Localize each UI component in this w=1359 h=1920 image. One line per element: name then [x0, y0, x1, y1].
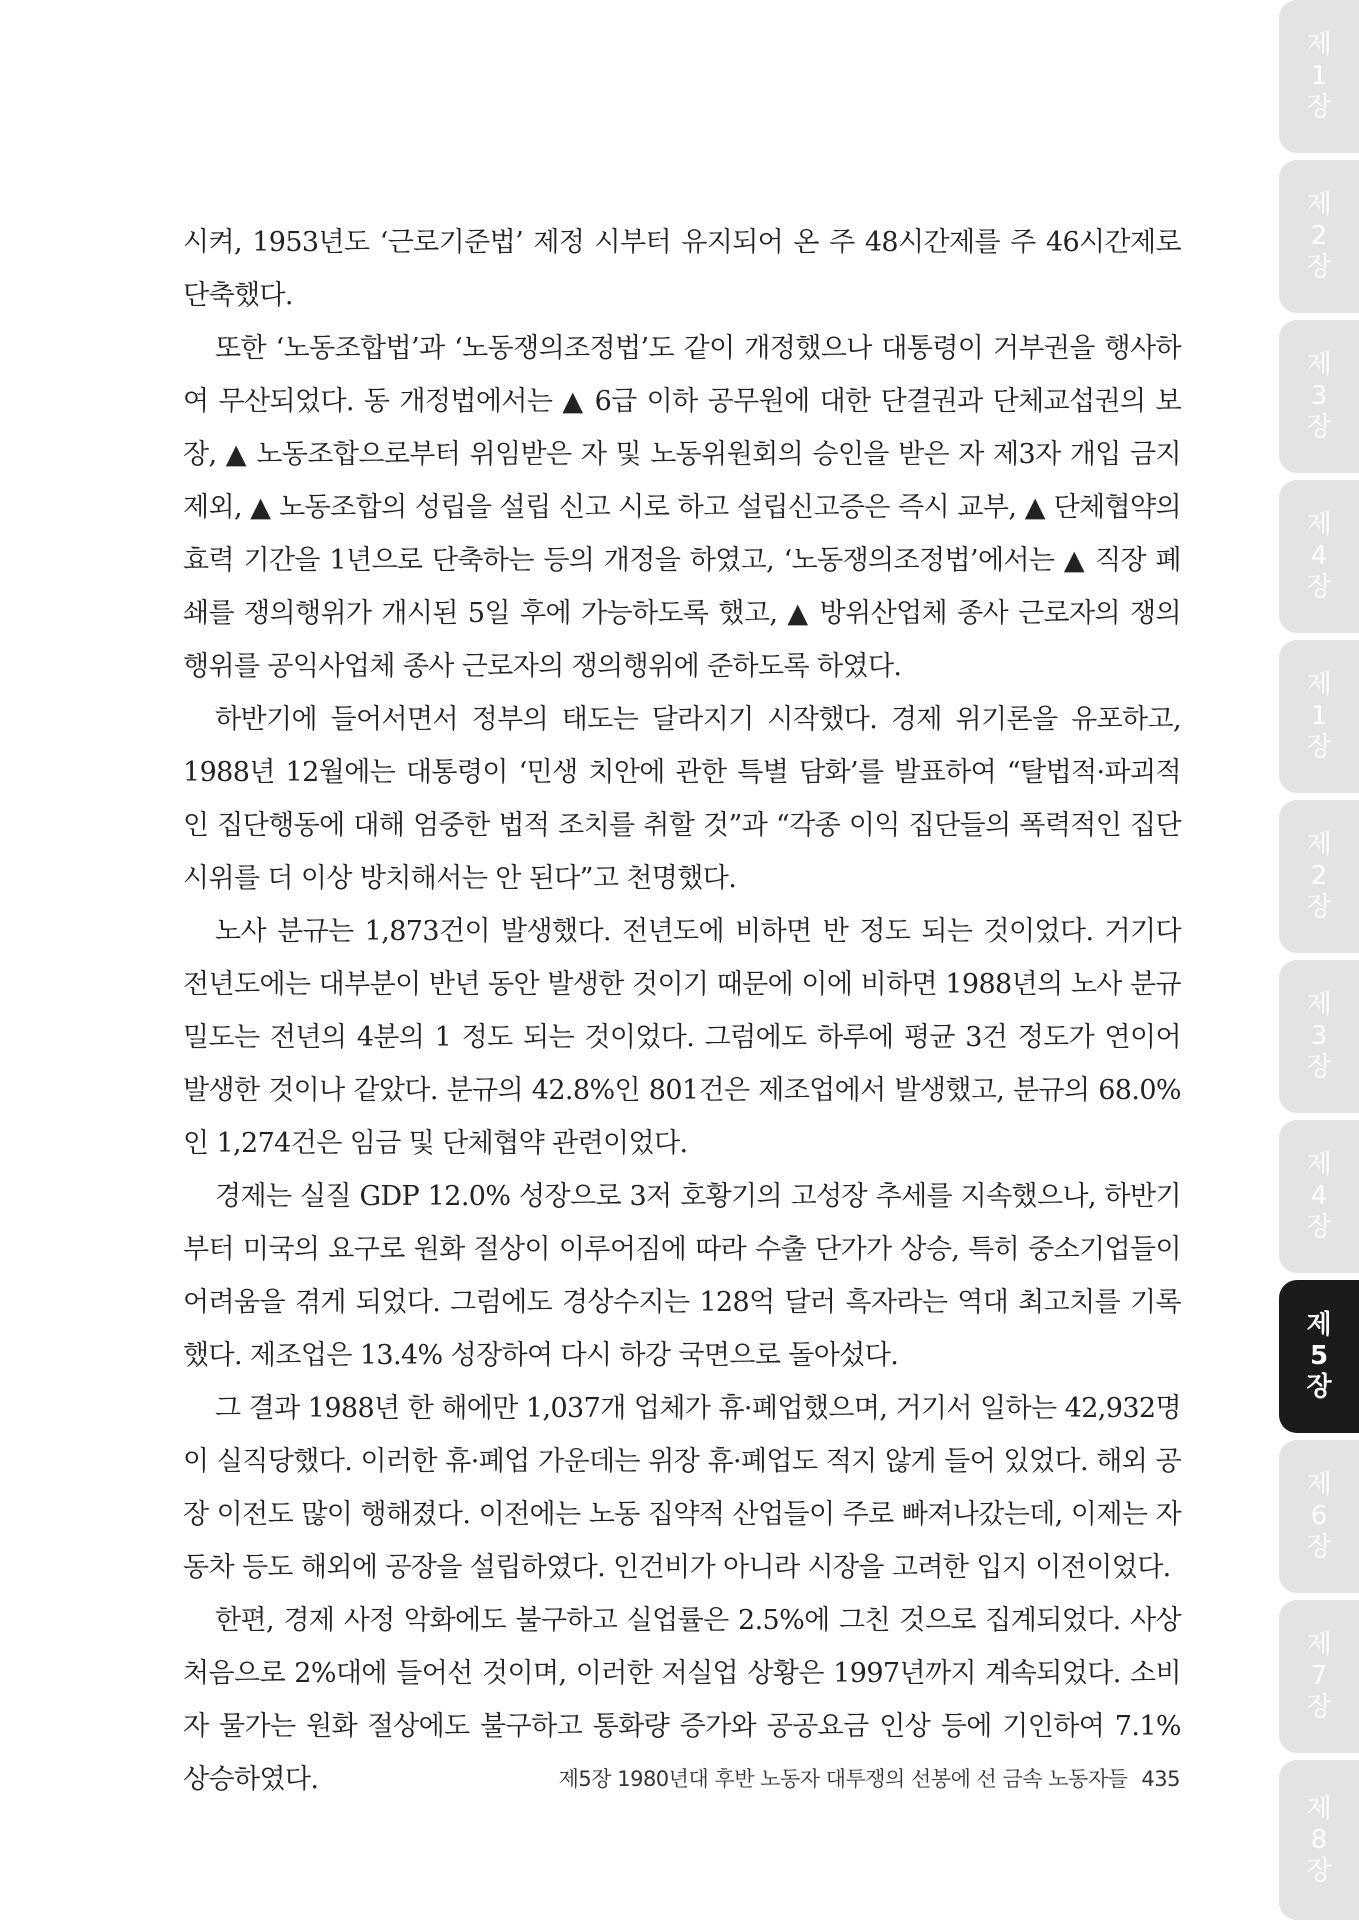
- chapter-tab-char: 장: [1306, 1212, 1332, 1242]
- chapter-tab-char: 장: [1306, 1692, 1332, 1722]
- chapter-tab-char: 장: [1306, 892, 1332, 922]
- chapter-tab-char: 제: [1306, 1310, 1332, 1340]
- chapter-tab-6[interactable]: [1279, 800, 1359, 953]
- chapter-tab-char: 장: [1306, 572, 1332, 602]
- chapter-tab-char: 장: [1306, 92, 1332, 122]
- chapter-tab-2[interactable]: [1279, 160, 1359, 313]
- chapter-tab-active[interactable]: [1279, 1280, 1359, 1433]
- chapter-tab-strip: [1279, 0, 1359, 1920]
- chapter-tab-7[interactable]: [1279, 960, 1359, 1113]
- chapter-tab-number: 3: [1310, 1021, 1328, 1051]
- chapter-tab-char: 장: [1306, 252, 1332, 282]
- chapter-tab-number: 8: [1310, 1824, 1328, 1855]
- chapter-tab-char: 제: [1306, 1630, 1332, 1660]
- chapter-tab-char: 제: [1306, 190, 1332, 220]
- paragraph-6: 그 결과 1988년 한 해에만 1,037개 업체가 휴·폐업했으며, 거기서 일하는 42,932명이 실직당했다. 이러한 휴·폐업 가운데는 위장 휴·폐업도 적지 않게 들어 있었다. 해외 공장 이전도 많이 행해졌다. 이전에는 노동 집약적 산업들이 주로 빠져나갔는데, 이제는 자동차 등도 해외에 공장을 설립하였다. 인건비가 아니라 시장을 고려한 입지 이전이었다.: [183, 1393, 1181, 1583]
- running-title: 제5장 1980년대 후반 노동자 대투쟁의 선봉에 선 금속 노동자들: [558, 1767, 1128, 1791]
- chapter-tab-number: 6: [1310, 1501, 1328, 1531]
- chapter-tab-char: 장: [1306, 412, 1332, 442]
- chapter-tab-number: 4: [1310, 541, 1328, 571]
- chapter-tab-8[interactable]: [1279, 1120, 1359, 1273]
- chapter-tab-char: 제: [1306, 670, 1332, 700]
- body-text: [183, 216, 1181, 1806]
- chapter-tab-char: 장: [1306, 1855, 1332, 1886]
- chapter-tab-5[interactable]: [1279, 640, 1359, 793]
- chapter-tab-char: 장: [1306, 1532, 1332, 1562]
- paragraph-7: 한편, 경제 사정 악화에도 불구하고 실업률은 2.5%에 그친 것으로 집계되었다. 사상 처음으로 2%대에 들어선 것이며, 이러한 저실업 상황은 1997년까지 계속되었다. 소비자 물가는 원화 절상에도 불구하고 통화량 증가와 공공요금 인상 등에 기인하여 7.1% 상승하였다.: [183, 1605, 1181, 1795]
- chapter-tab-12[interactable]: [1279, 1760, 1359, 1920]
- chapter-tab-char: 장: [1306, 732, 1332, 762]
- chapter-tab-char: 제: [1306, 990, 1332, 1020]
- chapter-tab-number: 4: [1310, 1181, 1328, 1211]
- chapter-tab-4[interactable]: [1279, 480, 1359, 633]
- chapter-tab-11[interactable]: [1279, 1600, 1359, 1753]
- chapter-tab-char: 장: [1306, 1372, 1332, 1402]
- chapter-tab-number: 2: [1310, 861, 1328, 891]
- paragraph-4: 노사 분규는 1,873건이 발생했다. 전년도에 비하면 반 정도 되는 것이었다. 거기다 전년도에는 대부분이 반년 동안 발생한 것이기 때문에 이에 비하면 1988년의 노사 분규 밀도는 전년의 4분의 1 정도 되는 것이었다. 그럼에도 하루에 평균 3건 정도가 연이어 발생한 것이나 같았다. 분규의 42.8%인 801건은 제조업에서 발생했고, 분규의 68.0%인 1,274건은 임금 및 단체협약 관련이었다.: [183, 916, 1181, 1159]
- paragraph-2: 또한 ‘노동조합법’과 ‘노동쟁의조정법’도 같이 개정했으나 대통령이 거부권을 행사하여 무산되었다. 동 개정법에서는 ▲ 6급 이하 공무원에 대한 단결권과 단체교섭권의 보장, ▲ 노동조합으로부터 위임받은 자 및 노동위원회의 승인을 받은 자 제3자 개입 금지 제외, ▲ 노동조합의 성립을 설립 신고 시로 하고 설립신고증은 즉시 교부, ▲ 단체협약의 효력 기간을 1년으로 단축하는 등의 개정을 하였고, ‘노동쟁의조정법’에서는 ▲ 직장 폐쇄를 쟁의행위가 개시된 5일 후에 가능하도록 했고, ▲ 방위산업체 종사 근로자의 쟁의행위를 공익사업체 종사 근로자의 쟁의행위에 준하도록 하였다.: [183, 333, 1181, 682]
- chapter-tab-char: 제: [1306, 1793, 1332, 1824]
- chapter-tab-char: 제: [1306, 30, 1332, 60]
- chapter-tab-char: 장: [1306, 1052, 1332, 1082]
- chapter-tab-number: 2: [1310, 221, 1328, 251]
- paragraph-5: 경제는 실질 GDP 12.0% 성장으로 3저 호황기의 고성장 추세를 지속했으나, 하반기부터 미국의 요구로 원화 절상이 이루어짐에 따라 수출 단가가 상승, 특히 중소기업들이 어려움을 겪게 되었다. 그럼에도 경상수지는 128억 달러 흑자라는 역대 최고치를 기록했다. 제조업은 13.4% 성장하여 다시 하강 국면으로 돌아섰다.: [183, 1181, 1181, 1371]
- chapter-tab-char: 제: [1306, 1150, 1332, 1180]
- chapter-tab-3[interactable]: [1279, 320, 1359, 473]
- paragraph-1: 시켜, 1953년도 ‘근로기준법’ 제정 시부터 유지되어 온 주 48시간제를 주 46시간제로 단축했다.: [183, 227, 1181, 311]
- chapter-tab-number: 3: [1310, 381, 1328, 411]
- chapter-tab-10[interactable]: [1279, 1440, 1359, 1593]
- chapter-tab-number: 5: [1309, 1341, 1329, 1371]
- chapter-tab-number: 1: [1310, 61, 1328, 91]
- page-footer: [540, 1763, 1180, 1793]
- chapter-tab-char: 제: [1306, 830, 1332, 860]
- chapter-tab-char: 제: [1306, 1470, 1332, 1500]
- paragraph-3: 하반기에 들어서면서 정부의 태도는 달라지기 시작했다. 경제 위기론을 유포하고, 1988년 12월에는 대통령이 ‘민생 치안에 관한 특별 담화’를 발표하여 “탈법적·파괴적인 집단행동에 대해 엄중한 법적 조치를 취할 것”과 “각종 이익 집단들의 폭력적인 집단 시위를 더 이상 방치해서는 안 된다”고 천명했다.: [183, 704, 1181, 894]
- chapter-tab-char: 제: [1306, 350, 1332, 380]
- chapter-tab-number: 1: [1310, 701, 1328, 731]
- chapter-tab-char: 제: [1306, 510, 1332, 540]
- chapter-tab-1[interactable]: [1279, 0, 1359, 153]
- chapter-tab-number: 7: [1310, 1661, 1328, 1691]
- page-number: 435: [1141, 1767, 1180, 1791]
